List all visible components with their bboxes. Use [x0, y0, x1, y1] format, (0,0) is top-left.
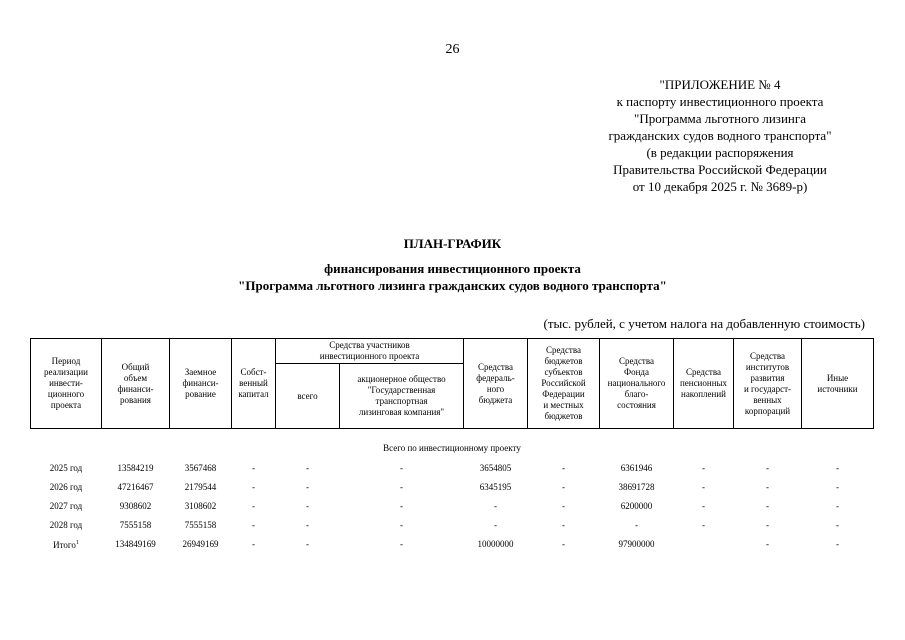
cell-federal: 3654805 — [479, 463, 512, 473]
cell-period: 2026 год — [49, 482, 83, 492]
cell-other: - — [836, 501, 839, 511]
cell-participants-jsc: - — [400, 463, 403, 473]
cell-pension: - — [702, 482, 705, 492]
cell-loan: 7555158 — [184, 520, 217, 530]
cell-total: 13584219 — [117, 463, 154, 473]
cell-participants-jsc: - — [400, 482, 403, 492]
appendix-line: от 10 декабря 2025 г. № 3689-р) — [632, 179, 808, 194]
cell-period: 2025 год — [49, 463, 83, 473]
cell-fund: 38691728 — [618, 482, 655, 492]
subtitle-line-2: "Программа льготного лизинга гражданских судов водного транспорта" — [238, 278, 667, 293]
cell-other: - — [836, 482, 839, 492]
cell-total: 47216467 — [117, 482, 154, 492]
header-other: Иные источники — [802, 339, 874, 429]
section-label: Всего по инвестиционному проекту — [383, 442, 521, 453]
header-loan: Заемное финанси- рование — [170, 339, 232, 429]
cell-own: - — [252, 520, 255, 530]
cell-other: - — [836, 520, 839, 530]
cell-loan: 3108602 — [184, 501, 217, 511]
cell-regional: - — [562, 501, 565, 511]
table-row — [31, 497, 874, 516]
table-row — [31, 459, 874, 478]
units-note: (тыс. рублей, с учетом налога на добавленную стоимость) — [543, 316, 865, 331]
header-period: Период реализации инвести- ционного проекта — [31, 339, 102, 429]
header-own-capital: Собст- венный капитал — [232, 339, 276, 429]
table-header-row — [31, 339, 874, 364]
cell-other: - — [836, 463, 839, 473]
appendix-line: к паспорту инвестиционного проекта — [616, 94, 824, 109]
cell-institutes: - — [766, 501, 769, 511]
appendix-line: (в редакции распоряжения — [646, 145, 794, 160]
cell-pension — [674, 535, 734, 554]
table-row — [31, 478, 874, 497]
cell-total: 9308602 — [119, 501, 152, 511]
cell-own: - — [252, 501, 255, 511]
cell-participants-jsc: - — [400, 539, 403, 549]
cell-participants-jsc: - — [400, 520, 403, 530]
cell-fund: 97900000 — [618, 539, 655, 549]
header-participants-group: Средства участников инвестиционного проекта — [276, 339, 464, 364]
appendix-line: гражданских судов водного транспорта" — [608, 128, 832, 143]
cell-institutes: - — [766, 482, 769, 492]
cell-pension: - — [702, 520, 705, 530]
cell-fund: - — [635, 520, 638, 530]
cell-federal: - — [494, 520, 497, 530]
cell-period-total — [31, 535, 102, 554]
cell-institutes: - — [766, 463, 769, 473]
cell-federal: - — [494, 501, 497, 511]
cell-institutes: - — [766, 539, 769, 549]
appendix-line: "ПРИЛОЖЕНИЕ № 4 — [659, 77, 781, 92]
header-federal: Средства федераль- ного бюджета — [464, 339, 528, 429]
document-title: ПЛАН-ГРАФИК — [403, 236, 502, 251]
cell-own: - — [252, 482, 255, 492]
header-participants-all: всего — [276, 364, 340, 429]
cell-own: - — [252, 539, 255, 549]
total-label: Итого — [53, 540, 76, 550]
cell-participants-all: - — [306, 539, 309, 549]
cell-loan: 26949169 — [182, 539, 219, 549]
page-number: 26 — [445, 42, 460, 57]
cell-other: - — [836, 539, 839, 549]
header-fund: Средства Фонда национального благо- состояния — [600, 339, 674, 429]
header-participants-jsc: акционерное общество "Государственная транспортная лизинговая компания" — [340, 364, 464, 429]
subtitle-line-1: финансирования инвестиционного проекта — [324, 261, 581, 276]
header-pension: Средства пенсионных накоплений — [674, 339, 734, 429]
cell-fund: 6361946 — [620, 463, 653, 473]
cell-pension: - — [702, 501, 705, 511]
cell-participants-all: - — [306, 463, 309, 473]
table-row — [31, 516, 874, 535]
cell-period: 2027 год — [49, 501, 83, 511]
header-regional: Средства бюджетов субъектов Российской Федерации и местных бюджетов — [528, 339, 600, 429]
cell-federal: 6345195 — [479, 482, 512, 492]
cell-loan: 3567468 — [184, 463, 217, 473]
header-total: Общий объем финанси- рования — [102, 339, 170, 429]
header-institutes: Средства институтов развития и государст- венных корпораций — [734, 339, 802, 429]
section-row — [31, 429, 874, 460]
cell-institutes: - — [766, 520, 769, 530]
cell-fund: 6200000 — [620, 501, 653, 511]
cell-pension: - — [702, 463, 705, 473]
cell-loan: 2179544 — [184, 482, 217, 492]
cell-regional: - — [562, 520, 565, 530]
document-subtitle — [0, 260, 905, 294]
cell-participants-all: - — [306, 501, 309, 511]
cell-total: 134849169 — [115, 539, 156, 549]
appendix-line: Правительства Российской Федерации — [613, 162, 827, 177]
cell-regional: - — [562, 539, 565, 549]
total-row — [31, 535, 874, 554]
financing-table — [30, 338, 874, 554]
cell-regional: - — [562, 463, 565, 473]
cell-participants-jsc: - — [400, 501, 403, 511]
cell-regional: - — [562, 482, 565, 492]
appendix-line: "Программа льготного лизинга — [634, 111, 806, 126]
cell-participants-all: - — [306, 520, 309, 530]
cell-period: 2028 год — [49, 520, 83, 530]
appendix-block — [575, 76, 865, 195]
footnote-mark: 1 — [75, 540, 79, 546]
cell-participants-all: - — [306, 482, 309, 492]
cell-own: - — [252, 463, 255, 473]
cell-total: 7555158 — [119, 520, 152, 530]
cell-federal: 10000000 — [477, 539, 514, 549]
